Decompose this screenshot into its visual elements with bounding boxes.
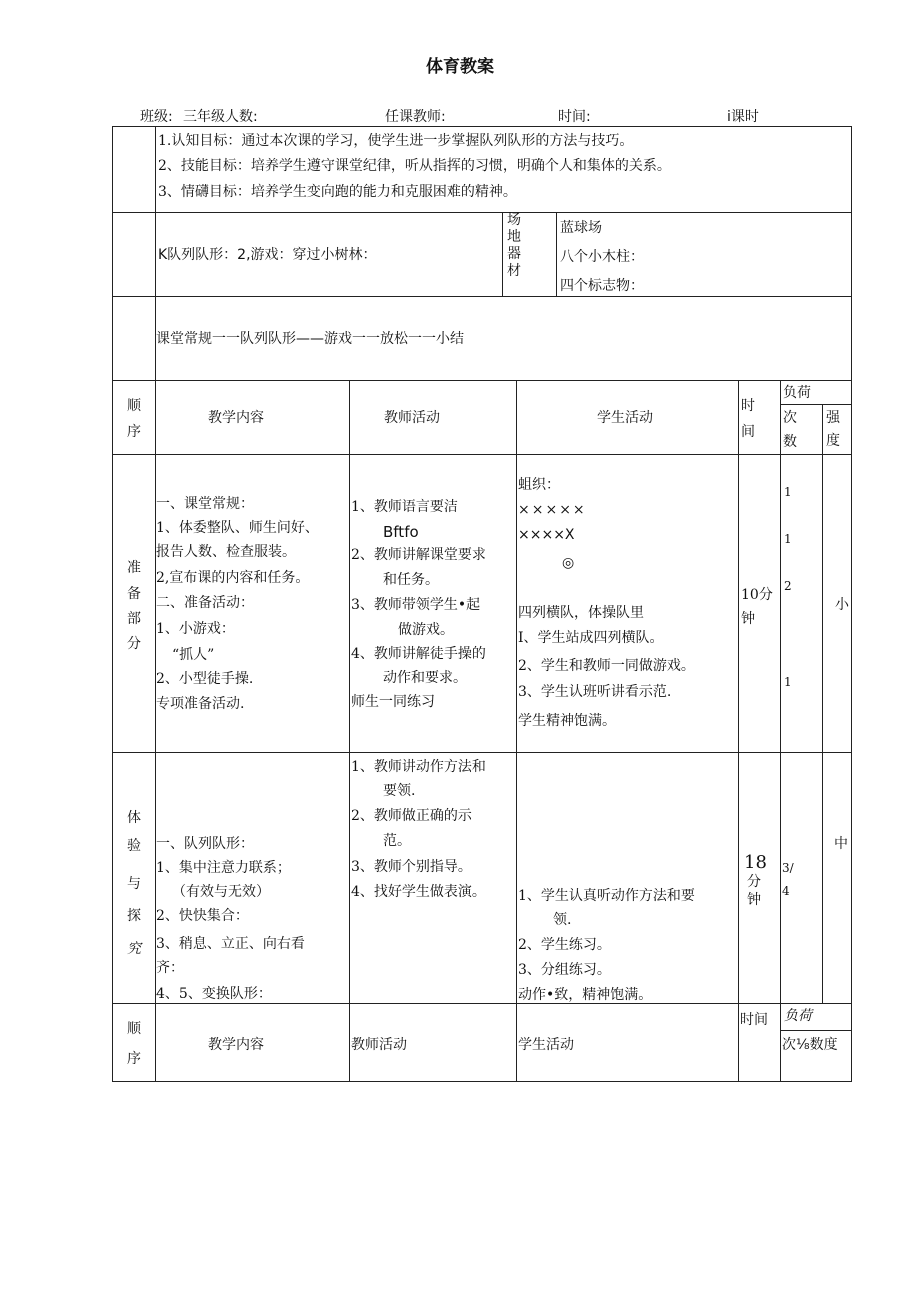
header-student: 学生活动	[597, 410, 653, 426]
grade-label: 三年级人数:	[183, 109, 258, 125]
header-teacher: 教师活动	[384, 410, 440, 426]
goal-emotional: 3、情礴目标：培养学生变向跑的能力和克服困难的精神。	[158, 184, 517, 200]
time-label: 时间:	[558, 109, 591, 125]
class-label: 班级:	[140, 109, 173, 125]
lesson-flow: 课堂常规一一队列队形——游戏一一放松一一小结	[156, 331, 464, 347]
header-load: 负荷	[783, 385, 811, 401]
page-title: 体育教案	[426, 57, 494, 77]
goal-skill: 2、技能目标：培养学生遵守课堂纪律，听从指挥的习惯，明确个人和集体的关系。	[158, 158, 671, 174]
teacher-label: 任课教师:	[385, 109, 446, 125]
venue-item: 蓝球场	[560, 220, 602, 236]
venue-item: 八个小木柱：	[560, 249, 644, 265]
header-content: 教学内容	[208, 410, 264, 426]
goal-cognitive: 1.认知目标：通过本次课的学习，使学生进一步掌握队列队形的方法与技巧。	[158, 133, 634, 149]
lesson-label: i课时	[727, 109, 759, 125]
lesson-content: K队列队形：2,游戏：穿过小树林：	[158, 247, 377, 263]
venue-item: 四个标志物：	[560, 278, 644, 294]
